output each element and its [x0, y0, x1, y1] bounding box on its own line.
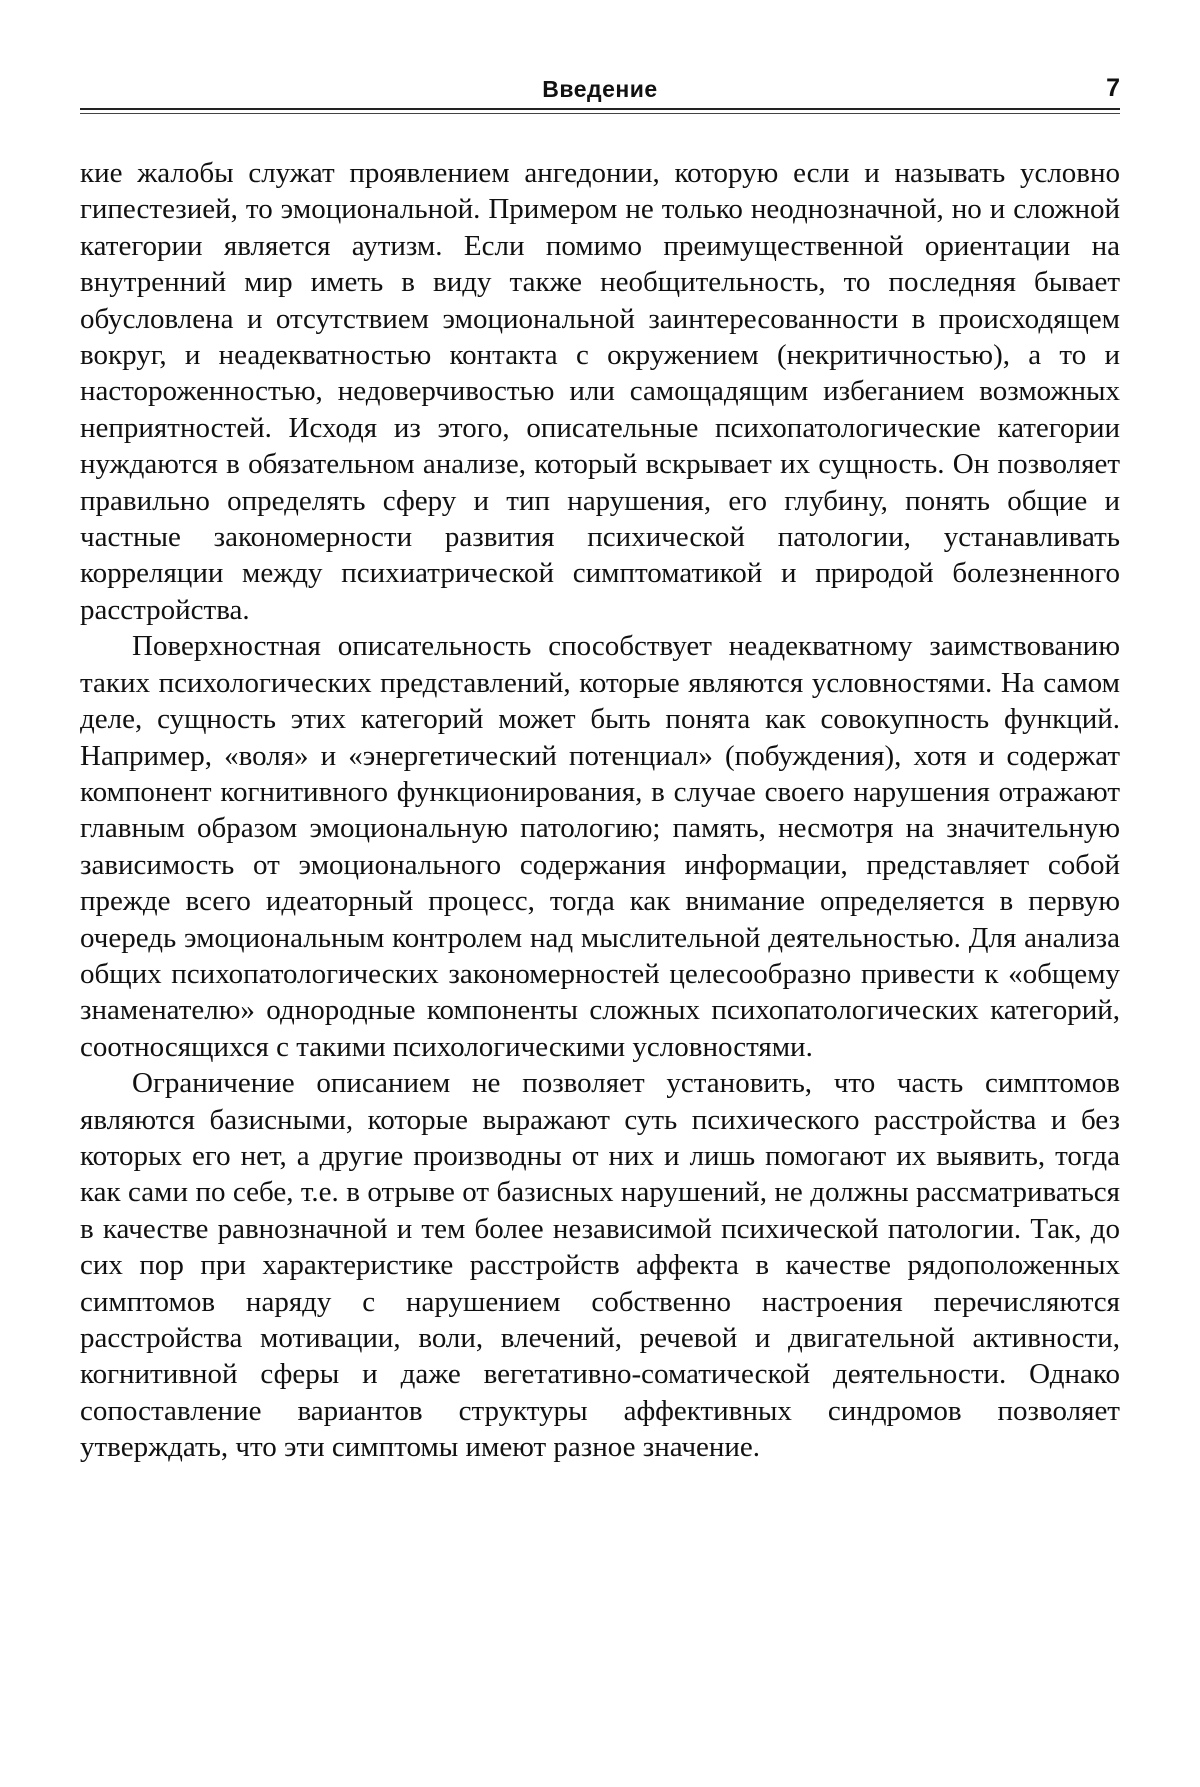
running-title: Введение [542, 76, 658, 102]
page-number: 7 [1106, 74, 1120, 102]
header-rule [80, 108, 1120, 110]
paragraph: Поверхностная описательность способствует неадекватному заимствованию таких психологических представлений, которые являются условностями. На самом деле, сущность этих категорий может быть понята как совокупность функций. Например, «воля» и «энергетический потенциал» (побуждения), хотя и содержат компонент когнитивного функционирования, в случае своего нарушения отражают главным образом эмоциональную патологию; память, несмотря на значительную зависимость от эмоционального содержания информации, представляет собой прежде всего идеаторный процесс, тогда как внимание определяется в первую очередь эмоциональным контролем над мыслительной деятельностью. Для анализа общих психопатологических закономерностей целесообразно привести к «общему знаменателю» однородные компоненты сложных психопатологических категорий, соотносящихся с такими психологическими условностями. [80, 630, 1120, 1063]
paragraph: Ограничение описанием не позволяет установить, что часть симптомов являются базисными, которые выражают суть психического расстройства и без которых его нет, а другие производны от них и лишь помогают их выявить, тогда как сами по себе, т.е. в отрыве от базисных нарушений, не должны рассматриваться в качестве равнозначной и тем более независимой психической патологии. Так, до сих пор при характеристике расстройств аффекта в качестве рядоположенных симптомов наряду с нарушением собственно настроения перечисляются расстройства мотивации, воли, влечений, речевой и двигательной активности, когнитивной сферы и даже вегетативно-соматической деятельности. Однако сопоставление вариантов структуры аффективных синдромов позволяет утверждать, что эти симптомы имеют разное значение. [80, 1067, 1120, 1464]
header-rule-thin [80, 113, 1120, 114]
running-header [80, 70, 1120, 110]
body-text [80, 155, 1120, 1466]
paragraph-continued: кие жалобы служат проявлением ангедонии, которую если и называть условно гипестезией, то эмоциональной. Примером не только неоднозначной, но и сложной категории является аутизм. Если помимо преимущественной ориентации на внутренний мир иметь в виду также необщительность, то последняя бывает обусловлена и отсутствием эмоциональной заинтересованности в происходящем вокруг, и неадекватностью контакта с окружением (некритичностью), а то и настороженностью, недоверчивостью или самощадящим избеганием возможных неприятностей. Исходя из этого, описательные психопатологические категории нуждаются в обязательном анализе, который вскрывает их сущность. Он позволяет правильно определять сферу и тип нарушения, его глубину, понять общие и частные закономерности развития психической патологии, устанавливать корреляции между психиатрической симптоматикой и природой болезненного расстройства. [80, 157, 1120, 626]
